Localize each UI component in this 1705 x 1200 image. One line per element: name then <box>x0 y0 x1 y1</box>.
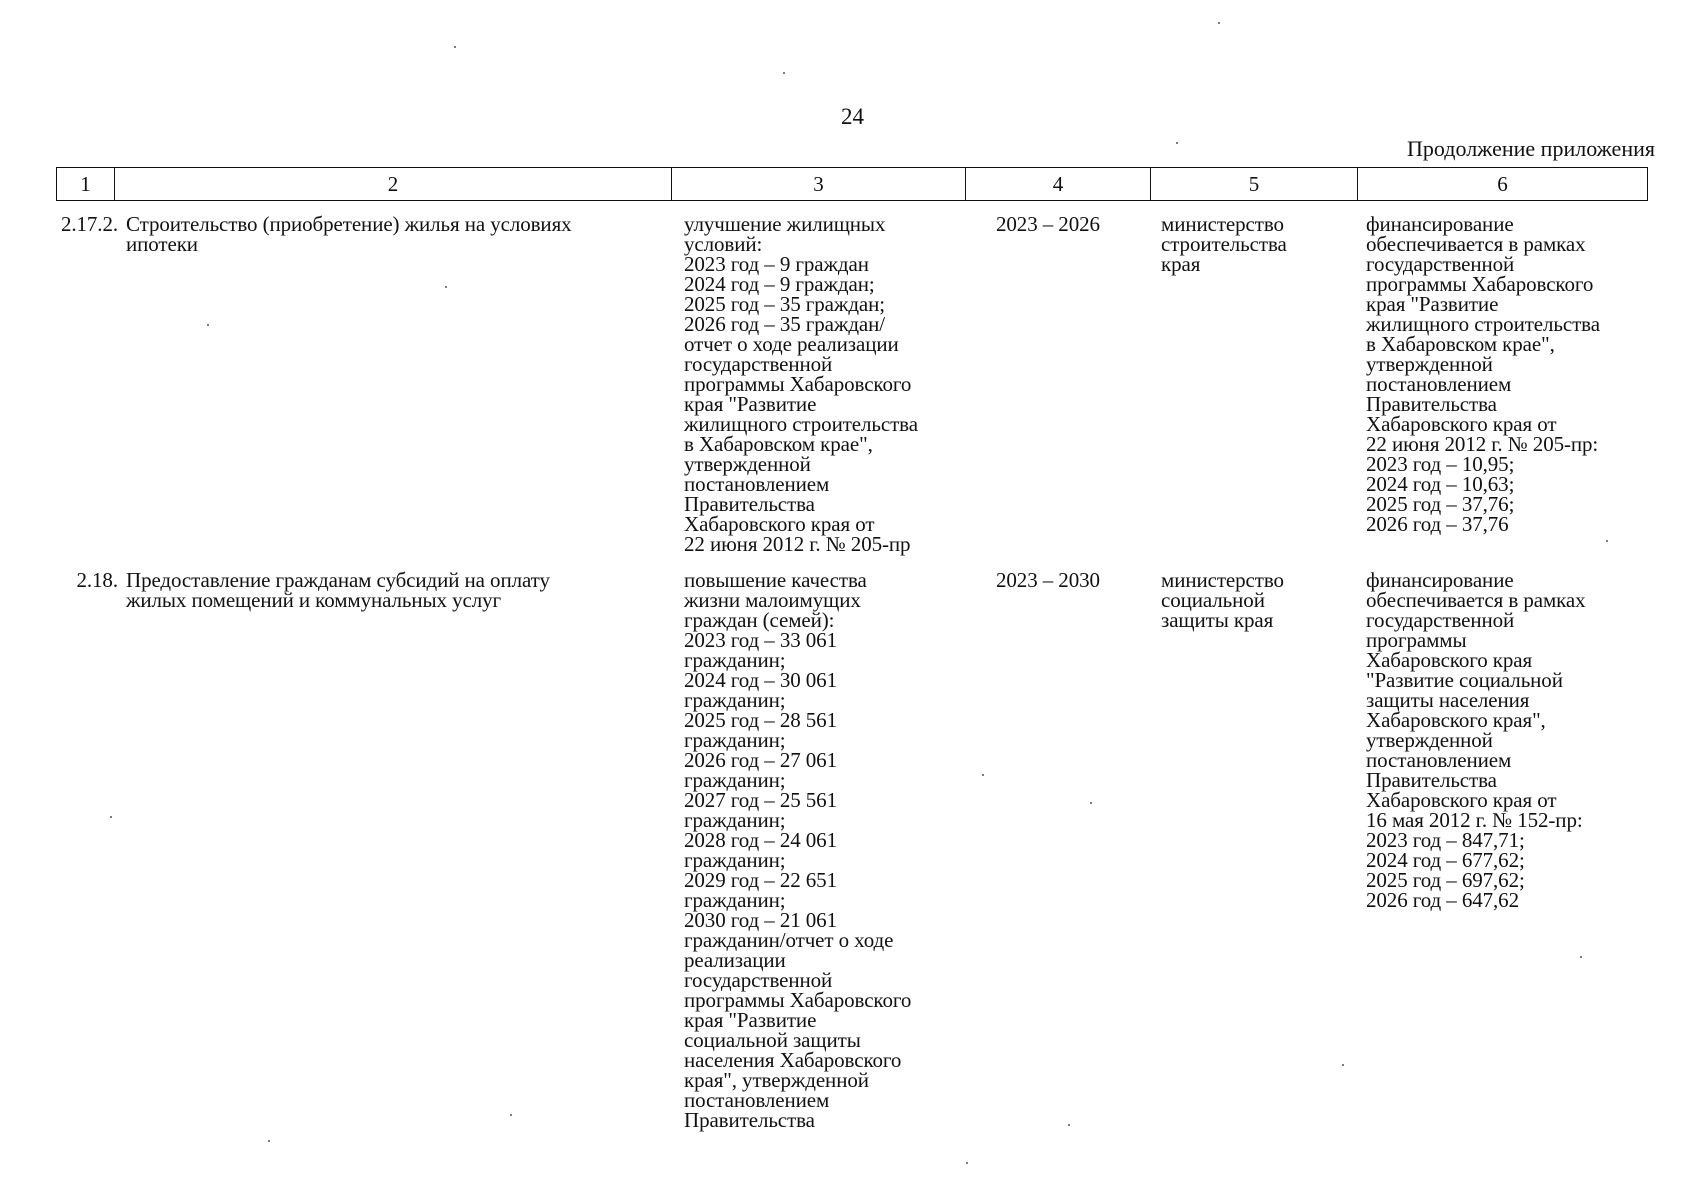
scan-speck <box>445 286 447 288</box>
period: 2023 – 2026 <box>996 212 1100 236</box>
expected-result: улучшение жилищных условий: 2023 год – 9 граждан 2024 год – 9 граждан; 2025 год – 35 граждан; 2026 год – 35 граждан/ отчет о ходе реализации государственной программы Хабаровского края "Развитие жилищного строительства в Хабаровском крае", утвержденной постановлением Правительства Хабаровского края от 22 июня 2012 г. № 205-пр <box>684 212 918 556</box>
measure-name: Предоставление гражданам субсидий на оплату жилых помещений и коммунальных услуг <box>126 568 550 612</box>
scan-speck <box>1090 802 1092 804</box>
funding: финансирование обеспечивается в рамках государственной программы Хабаровского края "Развитие жилищного строительства в Хабаровском крае", утвержденной постановлением Правительства Хабаровского края от 22 июня 2012 г. № 205-пр: 2023 год – 10,95; 2024 год – 10,63; 2025 год – 37,76; 2026 год – 37,76 <box>1366 212 1600 536</box>
table-row <box>56 570 1648 1130</box>
period: 2023 – 2030 <box>996 568 1100 592</box>
scan-speck <box>454 46 456 48</box>
scan-speck <box>982 774 984 776</box>
column-header-3: 3 <box>672 168 966 200</box>
scan-speck <box>1580 956 1582 958</box>
measure-name: Строительство (приобретение) жилья на условиях ипотеки <box>126 212 572 256</box>
scan-speck <box>1068 1124 1070 1126</box>
scan-speck <box>966 1162 968 1164</box>
scan-speck <box>510 1114 512 1116</box>
continuation-label: Продолжение приложения <box>1407 136 1655 161</box>
executor: министерство социальной защиты края <box>1161 568 1284 632</box>
row-number: 2.18. <box>76 568 118 592</box>
table-header <box>56 167 1648 201</box>
scan-speck <box>110 816 112 818</box>
scan-speck <box>783 72 785 74</box>
scan-speck <box>207 324 209 326</box>
scan-speck <box>1342 1064 1344 1066</box>
scan-speck <box>1218 22 1220 24</box>
column-header-6: 6 <box>1497 171 1508 196</box>
scan-speck <box>268 1140 270 1142</box>
scan-speck <box>1606 540 1608 542</box>
executor: министерство строительства края <box>1161 212 1287 276</box>
column-header-5: 5 <box>1151 168 1358 200</box>
table-row <box>56 214 1648 559</box>
scan-speck <box>1176 142 1178 144</box>
page-number: 24 <box>841 104 864 129</box>
column-header-4: 4 <box>966 168 1151 200</box>
column-header-2: 2 <box>115 168 672 200</box>
row-number: 2.17.2. <box>60 212 118 236</box>
funding: финансирование обеспечивается в рамках государственной программы Хабаровского края "Развитие социальной защиты населения Хабаровского края", утвержденной постановлением Правительства Хабаровского края от 16 мая 2012 г. № 152-пр: 2023 год – 847,71; 2024 год – 677,62; 2025 год – 697,62; 2026 год – 647,62 <box>1366 568 1586 912</box>
expected-result: повышение качества жизни малоимущих граждан (семей): 2023 год – 33 061 гражданин; 2024 год – 30 061 гражданин; 2025 год – 28 561 гражданин; 2026 год – 27 061 гражданин; 2027 год – 25 561 гражданин; 2028 год – 24 061 гражданин; 2029 год – 22 651 гражданин; 2030 год – 21 061 гражданин/отчет о ходе реализации государственной программы Хабаровского края "Развитие социальной защиты населения Хабаровского края", утвержденной постановлением Правительства <box>684 568 912 1132</box>
column-header-1: 1 <box>57 168 115 200</box>
